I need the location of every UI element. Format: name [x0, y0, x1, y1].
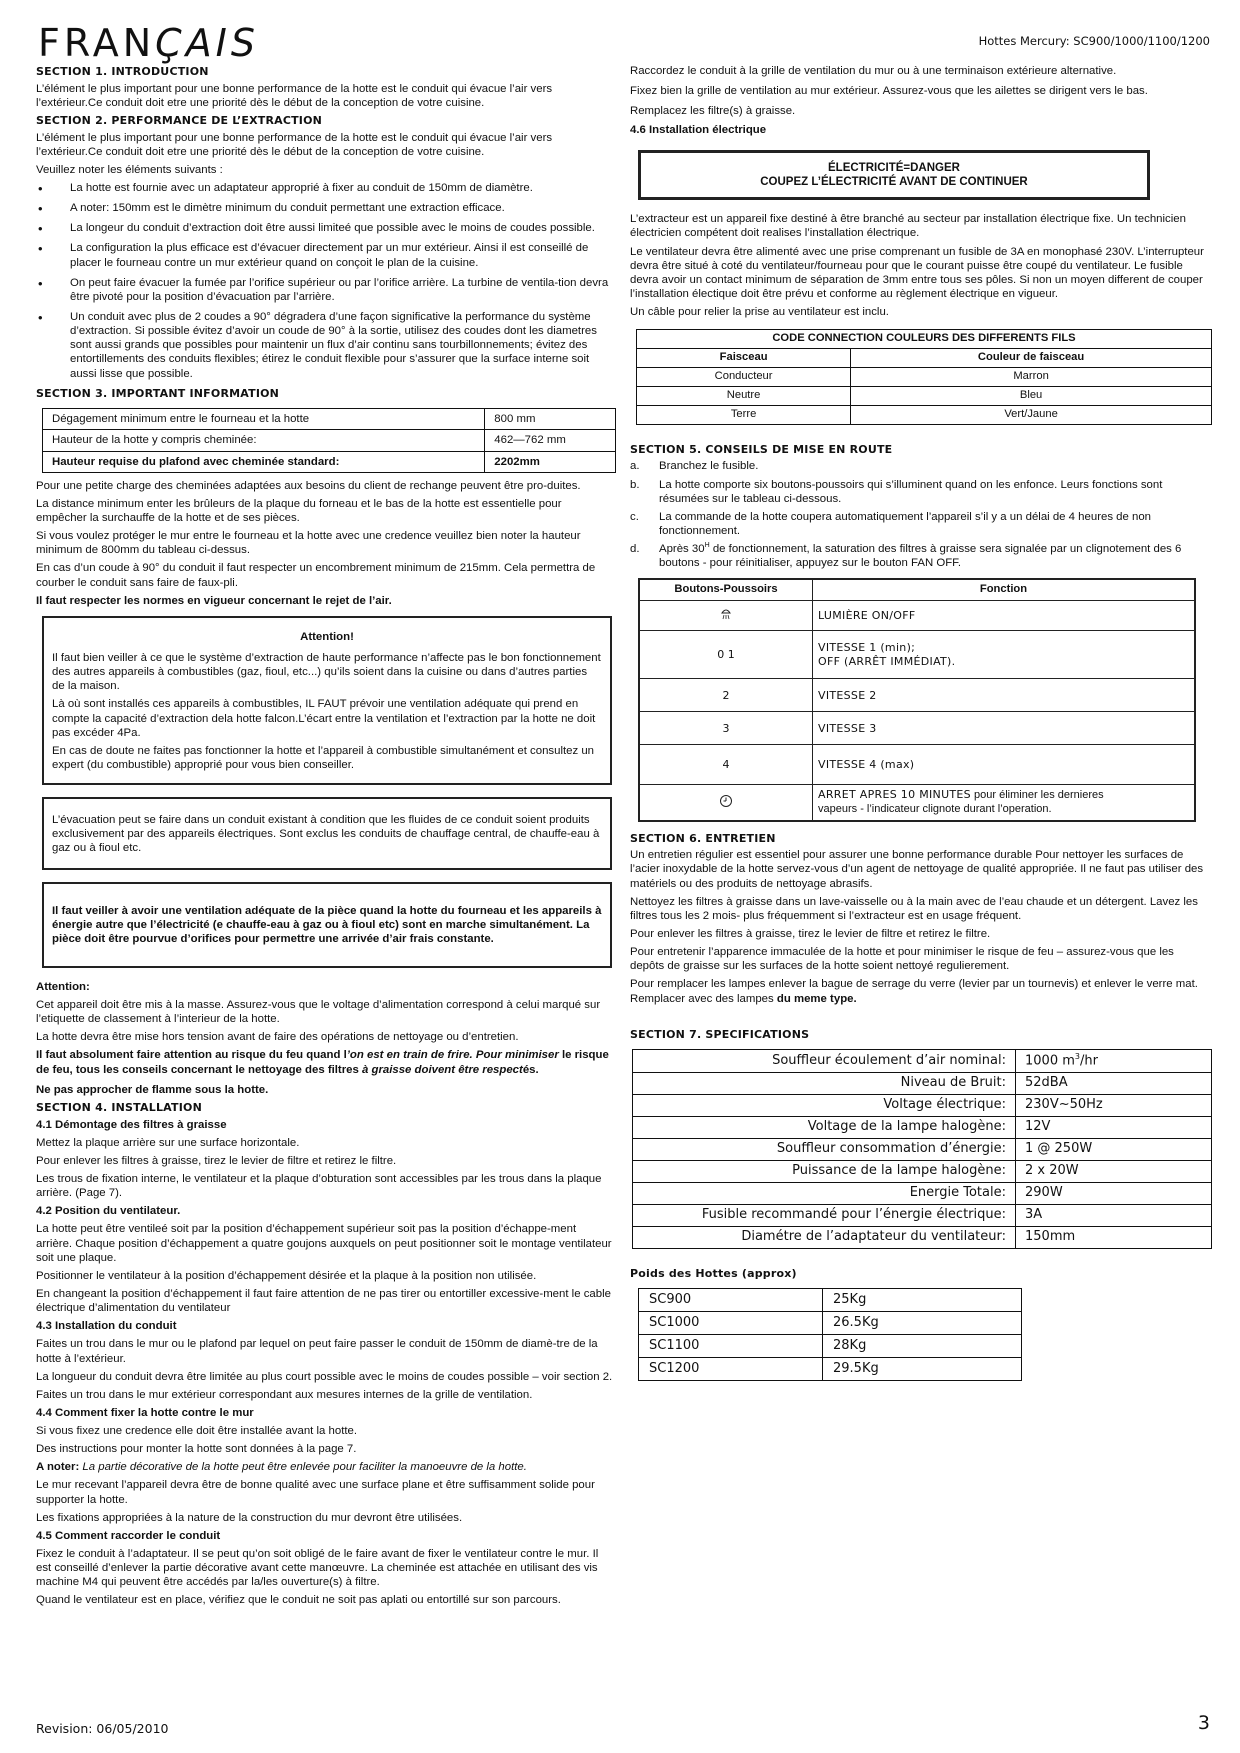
table-row [633, 1116, 1212, 1138]
paragraph: En changeant la position d’échappement il faut faire attention de ne pas tirer ou entortiller excessive-ment le cable électrique d’alimentation du ventilateur [36, 1287, 611, 1315]
list-item: • On peut faire évacuer la fumée par l’orifice supérieur ou par l’orifice arrière. La turbine de ventila-tion devra être pivoté pour la position d’évacuation par l’arrière. [36, 276, 614, 304]
paragraph: Il faut bien veiller à ce que le système d’extraction de haute performance n’affecte pas le bon fonctionnement des autres appareils à combustibles (gaz, fioul, etc...) qu’ils soient dans la cuisine ou dans d’autres parties de la maison. [52, 651, 601, 693]
electricity-danger-box [638, 150, 1150, 201]
table-row [639, 631, 1195, 679]
table-row [639, 1358, 1022, 1381]
table-row [639, 1335, 1022, 1358]
column-header: Couleur de faisceau [851, 349, 1212, 368]
table-cell: Energie Totale: [633, 1182, 1016, 1204]
list-item: • La longeur du conduit d’extraction doit être aussi limiteé que possible avec le moins de coudes possible. [36, 221, 614, 235]
table-cell: 12V [1016, 1116, 1212, 1138]
table-cell: 4 [639, 745, 813, 785]
subsection-4-4: 4.4 Comment fixer la hotte contre le mur [36, 1406, 254, 1419]
table-cell: Terre [637, 405, 851, 424]
table-cell: ARRET APRES 10 MINUTES pour éliminer les dernieres vapeurs - l’indicateur clignote durant l’operation. [813, 785, 1196, 821]
section-2-bullets [36, 181, 614, 381]
paragraph: Pour enlever les filtres à graisse, tirez le levier de filtre et retirez le filtre. [36, 1154, 397, 1167]
paragraph: Des instructions pour monter la hotte sont données à la page 7. [36, 1443, 357, 1456]
table-cell [639, 785, 813, 821]
table-row [633, 1160, 1212, 1182]
table-cell: 462—762 mm [485, 430, 616, 451]
paragraph: Pour une petite charge des cheminées adaptées aux besoins du client de rechange peuvent être pro-duites. [36, 479, 581, 492]
push-buttons-table [638, 578, 1196, 821]
table-row [639, 1312, 1022, 1335]
danger-line-1: ÉLECTRICITÉ=DANGER [828, 161, 960, 174]
table-cell: VITESSE 2 [813, 679, 1196, 712]
table-row [633, 1204, 1212, 1226]
table-cell: Voltage électrique: [633, 1094, 1016, 1116]
table-cell: 52dBA [1016, 1072, 1212, 1094]
table-row [639, 579, 1195, 601]
paragraph: En cas de doute ne faites pas fonctionner la hotte et l’appareil à combustible simultanément et consultez un expert (du combustible) approprié pour vous bien conseiller. [52, 744, 595, 771]
section-5-heading: SECTION 5. CONSEILS DE MISE EN ROUTE [630, 442, 893, 456]
section-4-heading: SECTION 4. INSTALLATION [36, 1100, 202, 1114]
table-cell: Conducteur [637, 368, 851, 387]
table-cell: Vert/Jaune [851, 405, 1212, 424]
table-cell: 800 mm [485, 409, 616, 430]
paragraph: Pour enlever les filtres à graisse, tirez le levier de filtre et retirez le filtre. [630, 927, 991, 940]
list-item: d. Après $30^H$ de fonctionnement, la saturation des filtres à graisse sera signalée par un clignotement des 6 boutons - pour réinitialiser, appuyez sur le bouton FAN OFF. [630, 542, 1182, 570]
table-row [633, 1094, 1212, 1116]
paragraph: Nettoyez les filtres à graisse dans un lave-vaisselle ou à la main avec de l’eau chaude et un détergent. Lavez les filtres tous les 2 mois- plus fréquemment si l’extracteur est en usage fréquent. [630, 895, 1198, 922]
paragraph: L’évacuation peut se faire dans un conduit existant à condition que les fluides de ce conduit soient produits exclusivement par des appareils électriques. Sont exclus les conduits de chauffage central, de chauffe-eau à gaz ou à fioul etc. [52, 814, 600, 855]
table-cell [639, 601, 813, 631]
paragraph: La longueur du conduit devra être limitée au plus court possible avec le moins de coudes possible – voir section 2. [36, 1370, 613, 1383]
paragraph: Quand le ventilateur est en place, vérifiez que le conduit ne soit pas aplati ou entortillé sur son parcours. [36, 1594, 561, 1607]
paragraph: La hotte peut être ventileé soit par la position d’échappement supérieur soit pas la position d’échappe-ment arrière. Chaque position d’échappement a quatre goujons auxquels on peut positionner soit le montage ventilateur soit une plaque. [36, 1223, 612, 1264]
section-2-note-intro: Veuillez noter les éléments suivants : [36, 163, 223, 176]
table-row [639, 745, 1195, 785]
table-row [639, 712, 1195, 745]
table-cell: VITESSE 4 (max) [813, 745, 1196, 785]
table-row [637, 405, 1212, 424]
table-cell: 2202mm [485, 451, 616, 472]
paragraph: Faites un trou dans le mur extérieur correspondant aux mesures internes de la grille de ventilation. [36, 1388, 533, 1401]
model-header: Hottes Mercury: SC900/1000/1100/1200 [978, 34, 1210, 48]
table-cell: 2 [639, 679, 813, 712]
table-cell: SC900 [639, 1289, 823, 1312]
paragraph: Faites un trou dans le mur ou le plafond par lequel on peut faire passer le conduit de 150mm de diamè-tre de la hotte à l’extérieur. [36, 1338, 598, 1365]
table-row [639, 679, 1195, 712]
page-language-title: FRANÇAIS [38, 21, 260, 65]
table-cell: Diamétre de l’adaptateur du ventilateur: [633, 1226, 1016, 1248]
table-cell: Hauteur requise du plafond avec cheminée standard: [43, 451, 485, 472]
table-cell: Hauteur de la hotte y compris cheminée: [43, 430, 485, 451]
paragraph: Fixez le conduit à l’adaptateur. Il se peut qu’on soit obligé de le faire avant de fixer le ventilateur contre le mur. Il est conseillé d’enlever la partie décorative avant cette manœuvre. La cheminée est attachée en utilisant des vis machine M4 qui peuvent être accédés par la/les ouverture(s) à filtre. [36, 1548, 599, 1589]
column-header: Boutons-Poussoirs [639, 579, 813, 601]
paragraph: Mettez la plaque arrière sur une surface horizontale. [36, 1136, 300, 1149]
left-column [36, 62, 614, 1612]
paragraph: En cas d’un coude à 90° du conduit il faut respecter un encombrement minimum de 215mm. Cela permettra de courber le conduit sans faire de faux-pli. [36, 562, 596, 589]
table-cell: SC1200 [639, 1358, 823, 1381]
table-cell: Dégagement minimum entre le fourneau et la hotte [43, 409, 485, 430]
table-row [633, 1072, 1212, 1094]
table-row [633, 1226, 1212, 1248]
table-cell: 3A [1016, 1204, 1212, 1226]
paragraph: Pour remplacer les lampes enlever la bague de serrage du verre (levier par un tournevis) et enlever le verre mat. Remplacer avec des lampes du meme type. [630, 978, 1198, 1005]
paragraph: La hotte devra être mise hors tension avant de faire des opérations de nettoyage ou d’entretien. [36, 1031, 519, 1044]
table-cell: Marron [851, 368, 1212, 387]
table-cell: SC1100 [639, 1335, 823, 1358]
paragraph: Là où sont installés ces appareils à combustibles, IL FAUT prévoir une ventilation adéquate qui prend en compte la capacité d’extraction dela hotte falcon.L’écart entre la ventilation et l’extraction par la hotte ne doit pas excéder 4Pa. [52, 698, 596, 739]
subsection-4-2: 4.2 Position du ventilateur. [36, 1205, 181, 1218]
section-3-heading: SECTION 3. IMPORTANT INFORMATION [36, 386, 280, 400]
paragraph: Les fixations appropriées à la nature de la construction du mur devront être utilisées. [36, 1511, 463, 1524]
section-1-text: L’élément le plus important pour une bonne performance de la hotte est le conduit qui évacue l’air vers l’extérieur.Ce conduit doit etre une priorité dès le début de la conception de votre cuisine. [36, 82, 553, 109]
attention-box [42, 616, 612, 785]
table-cell: 28Kg [823, 1335, 1022, 1358]
section-7-heading: SECTION 7. SPECIFICATIONS [630, 1027, 810, 1041]
section-2-text: L’élément le plus important pour une bonne performance de la hotte est le conduit qui évacue l’air vers l’extérieur.Ce conduit doit etre une priorité dès le début de la conception de votre cuisine. [36, 131, 553, 158]
table-cell: 25Kg [823, 1289, 1022, 1312]
paragraph: L’extracteur est un appareil fixe destiné à être branché au secteur par installation électrique fixe. Un technicien électricien compétent doit realises l’installation électrique. [630, 213, 1186, 240]
table-cell: 0 1 [639, 631, 813, 679]
light-icon [719, 607, 733, 625]
table-cell: Niveau de Bruit: [633, 1072, 1016, 1094]
timer-icon [719, 794, 733, 812]
table-cell: 2 x 20W [1016, 1160, 1212, 1182]
table-cell: VITESSE 1 (min); OFF (ARRÊT IMMÉDIAT). [813, 631, 1196, 679]
subsection-4-3: 4.3 Installation du conduit [36, 1320, 177, 1333]
table-cell: Souffleur consommation d’énergie: [633, 1138, 1016, 1160]
paragraph: Le ventilateur devra être alimenté avec une prise comprenant un fusible de 3A en monophasé 230V. L’interrupteur devra être situé à coté du ventilateur/fourneau pour que le courant puisse être coupé du ventilateur. Le fusible devra avoir un contact minimum de séparation de 3mm entre tous ses pôles. Si non un moyen different de couper l’installation électique doit être prévu et conforme au règlement électrique en vigueur. [630, 245, 1204, 301]
note-paragraph: A noter: La partie décorative de la hotte peut être enlevée pour faciliter la manoeuvre de la hotte. [36, 1461, 527, 1474]
paragraph: Cet appareil doit être mis à la masse. Assurez-vous que le voltage d’alimentation correspond à celui marqué sur l’etiquette de classement à l’interieur de la hotte. [36, 999, 601, 1026]
table-cell: 29.5Kg [823, 1358, 1022, 1381]
table-cell: Bleu [851, 386, 1212, 405]
paragraph: Le mur recevant l’appareil devra être de bonne qualité avec une surface plane et être suffisamment solide pour supporter la hotte. [36, 1479, 595, 1506]
evacuation-box [42, 797, 612, 869]
subsection-4-1: 4.1 Démontage des filtres à graisse [36, 1118, 227, 1131]
weights-table [638, 1288, 1022, 1381]
paragraph: Positionner le ventilateur à la position d’échappement désirée et la plaque à la position non utilisée. [36, 1269, 537, 1282]
list-item: • La hotte est fournie avec un adaptateur approprié à fixer au conduit de 150mm de diamètre. [36, 181, 614, 195]
table-cell: 290W [1016, 1182, 1212, 1204]
table-cell: Voltage de la lampe halogène: [633, 1116, 1016, 1138]
section-6-heading: SECTION 6. ENTRETIEN [630, 831, 776, 845]
column-header: Fonction [813, 579, 1196, 601]
fire-risk-warning: Il faut absolument faire attention au risque du feu quand l’on est en train de frire. Pour minimiser le risque de feu, tous les conseils concernant le nettoyage des filtres à graisse doivent être respectés. [36, 1049, 609, 1076]
table-cell: Neutre [637, 386, 851, 405]
table-row [43, 430, 616, 451]
attention-box-title: Attention! [300, 630, 354, 643]
ventilation-warning-box [42, 882, 612, 968]
paragraph: Raccordez le conduit à la grille de ventilation du mur ou à une terminaison extérieure alternative. [630, 65, 1117, 77]
important-info-table [42, 408, 616, 472]
table-cell: 1 @ 250W [1016, 1138, 1212, 1160]
table-row [637, 330, 1212, 349]
table-cell: Fusible recommandé pour l’énergie électrique: [633, 1204, 1016, 1226]
paragraph: Il faut veiller à avoir une ventilation adéquate de la pièce quand la hotte du fourneau et les appareils à énergie autre que l’électricité (e chauffe-eau à gaz ou à fioul etc) sont en marche simultanément. La pièce doit être pourvue d’orifices pour permettre une arrivée d’air frais constante. [52, 904, 602, 945]
table-row [43, 409, 616, 430]
table-row [633, 1182, 1212, 1204]
attention-heading: Attention: [36, 980, 90, 993]
table-cell: SC1000 [639, 1312, 823, 1335]
list-item: • A noter: 150mm est le dimètre minimum du conduit permettant une extraction efficace. [36, 201, 614, 215]
paragraph: La distance minimum enter les brûleurs de la plaque du forneau et le bas de la hotte est essentielle pour empêcher la surchauffe de la hotte et de ses pièces. [36, 497, 562, 524]
air-rules-note: Il faut respecter les normes en vigueur concernant le rejet de l’air. [36, 594, 392, 607]
right-column [630, 64, 1210, 1381]
list-item: • La configuration la plus efficace est d’évacuer directement par un mur extérieur. Ainsi il est conseillé de placer le fourneau contre un mur extérieur quand on conçoit le plan de la cuisine. [36, 241, 614, 269]
table-row [639, 785, 1195, 821]
revision-date: Revision: 06/05/2010 [36, 1721, 169, 1736]
table-row [637, 386, 1212, 405]
list-item: a. Branchez le fusible. [630, 460, 759, 473]
column-header: Faisceau [637, 349, 851, 368]
paragraph: Un entretien régulier est essentiel pour assurer une bonne performance durable Pour nettoyer les surfaces de l’acier inoxydable de la hotte servez-vous d’un agent de nettoyage de qualité appropriée. Il ne faut pas utiliser des matériels ou des produits de nettoyage abrasifs. [630, 849, 1204, 890]
table-row [633, 1050, 1212, 1072]
table-row [43, 451, 616, 472]
flame-warning: Ne pas approcher de flamme sous la hotte. [36, 1083, 269, 1096]
list-item: • Un conduit avec plus de 2 coudes a 90° dégradera d’une façon significative la performance du système d’extraction. Si possible évitez d’avoir un coude de 90° à la sortie, utilisez des coudes dont les diametres sont aussi grands que possibles pour maintenir un flux d’air continu sans tourbillonnements; évitez des entortillements des conduits flexibles; étirez le conduit flexible pour s’assurer que la surface interne soit aussi lisse que possible. [36, 310, 614, 381]
danger-line-2: COUPEZ L’ÉLECTRICITÉ AVANT DE CONTINUER [760, 175, 1028, 188]
list-item: b. La hotte comporte six boutons-poussoirs qui s’illuminent quand on les enfonce. Leurs fonctions sont résumées sur le tableau ci-dessous. [630, 478, 1163, 505]
table-cell: Puissance de la lampe halogène: [633, 1160, 1016, 1182]
table-cell: VITESSE 3 [813, 712, 1196, 745]
table-cell: 150mm [1016, 1226, 1212, 1248]
table-row [633, 1138, 1212, 1160]
weights-heading: Poids des Hottes (approx) [630, 1266, 797, 1280]
table-title: CODE CONNECTION COULEURS DES DIFFERENTS FILS [637, 330, 1212, 349]
paragraph: Fixez bien la grille de ventilation au mur extérieur. Assurez-vous que les ailettes se dirigent vers le bas. [630, 85, 1148, 98]
paragraph: Les trous de fixation interne, le ventilateur et la plaque d’obturation sont accessibles par les trous dans la plaque arrière. (Page 7). [36, 1172, 602, 1200]
page-number: 3 [1197, 1712, 1210, 1734]
subsection-4-5: 4.5 Comment raccorder le conduit [36, 1529, 221, 1542]
section-1-heading: SECTION 1. INTRODUCTION [36, 65, 209, 78]
table-cell: Souffleur écoulement d’air nominal: [633, 1050, 1016, 1072]
table-row [639, 601, 1195, 631]
paragraph: Pour entretenir l’apparence immaculée de la hotte et pour minimiser le risque de feu – assurez-vous que les depôts de graisse sur les surfaces de la hotte soient nettoyé regulierement. [630, 946, 1174, 973]
table-cell: 26.5Kg [823, 1312, 1022, 1335]
paragraph: Si vous voulez protéger le mur entre le fourneau et la hotte avec une credence veuillez bien noter la hauteur minimum de 800mm du tableau ci-dessus. [36, 530, 581, 557]
paragraph: Un câble pour relier la prise au ventilateur est inclu. [630, 306, 889, 319]
subsection-4-6: 4.6 Installation électrique [630, 124, 767, 137]
paragraph: Remplacez les filtre(s) à graisse. [630, 105, 796, 118]
paragraph: Si vous fixez une credence elle doit être installée avant la hotte. [36, 1425, 358, 1438]
wire-color-code-table [636, 329, 1212, 424]
table-cell: 3 [639, 712, 813, 745]
table-cell: LUMIÈRE ON/OFF [813, 601, 1196, 631]
table-row [637, 368, 1212, 387]
section-2-heading: SECTION 2. PERFORMANCE DE L’EXTRACTION [36, 113, 323, 127]
table-cell: 230V~50Hz [1016, 1094, 1212, 1116]
table-row [639, 1289, 1022, 1312]
specifications-table [632, 1049, 1212, 1248]
section-5-list [630, 459, 1210, 570]
table-row [637, 349, 1212, 368]
table-cell: 1000 $m^3/hr$ [1016, 1050, 1212, 1072]
list-item: c. La commande de la hotte coupera automatiquement l’appareil s’il y a un délai de 4 heures de non fonctionnement. [630, 510, 1152, 537]
